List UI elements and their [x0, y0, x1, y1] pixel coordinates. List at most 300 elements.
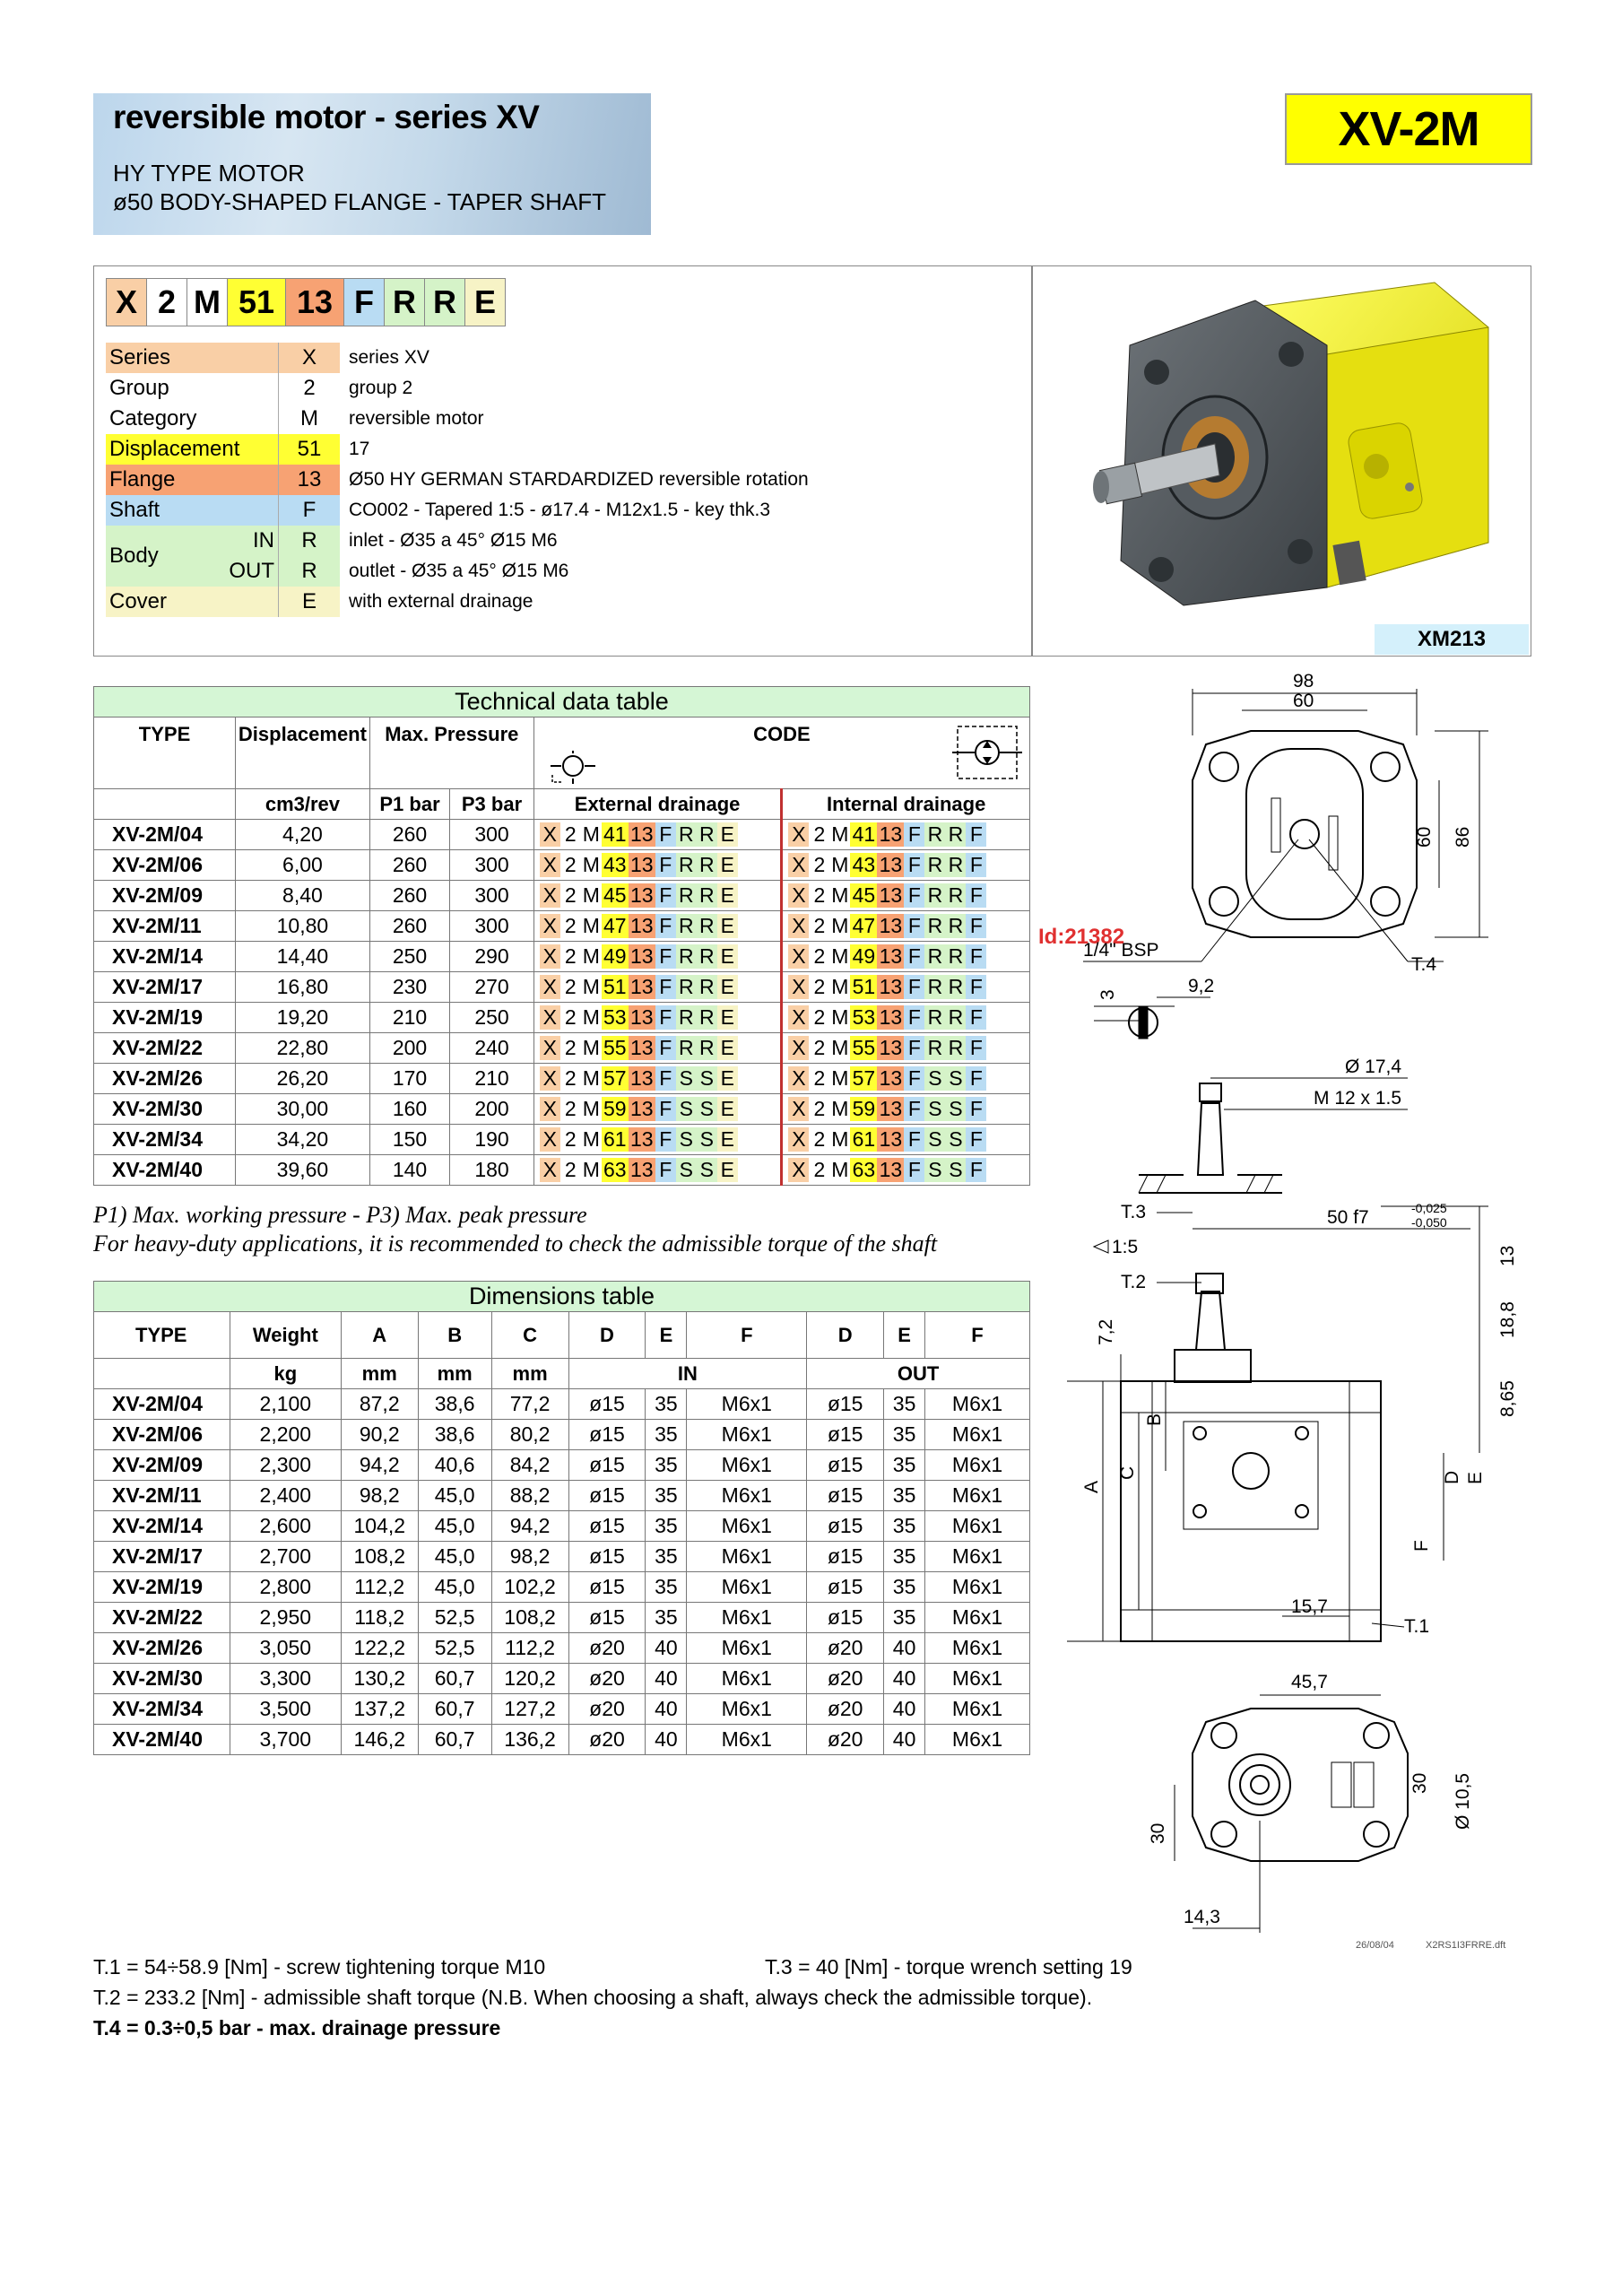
dim-value: ø20	[807, 1725, 884, 1755]
legend-key: Category	[109, 406, 197, 430]
code-char: R	[697, 1036, 717, 1060]
code-char: F	[904, 914, 924, 938]
dim-value: 3,500	[230, 1694, 341, 1725]
code-char: R	[945, 1036, 966, 1060]
code-char: S	[697, 1097, 717, 1121]
tech-table-title: Technical data table	[94, 687, 1030, 718]
dim-value: ø15	[568, 1450, 646, 1481]
tech-p3: 210	[450, 1064, 534, 1094]
code-char: E	[717, 944, 738, 969]
dim-header: B	[418, 1312, 491, 1359]
tech-p1: 170	[369, 1064, 449, 1094]
dim-50-f7: 50 f7	[1327, 1207, 1369, 1228]
code-legend-table	[106, 343, 823, 617]
code-char: R	[676, 1036, 697, 1060]
code-char: M	[831, 822, 849, 846]
code-char: 59	[602, 1097, 629, 1121]
code-char: 51	[850, 975, 877, 999]
legend-value: X	[279, 343, 341, 373]
legend-row	[106, 587, 823, 617]
unit-weight: kg	[230, 1359, 341, 1389]
code-char: F	[966, 853, 986, 877]
code-char: 2	[813, 914, 826, 937]
dim-value: M6x1	[925, 1633, 1030, 1664]
dim-value: 112,2	[491, 1633, 568, 1664]
code-char: X	[788, 1066, 809, 1091]
code-char: 2	[564, 944, 577, 968]
legend-value: 51	[279, 434, 341, 465]
code-char: 63	[850, 1158, 877, 1182]
dim-value: 60,7	[418, 1725, 491, 1755]
code-char: R	[924, 944, 945, 969]
legend-key: Displacement	[106, 434, 279, 465]
dim-value: M6x1	[687, 1603, 807, 1633]
unit-in: IN	[568, 1359, 807, 1389]
dim-value: ø20	[807, 1664, 884, 1694]
code-char: X	[540, 1097, 560, 1121]
code-char: M	[582, 1005, 600, 1029]
code-char: 2	[564, 822, 577, 846]
dim-value: M6x1	[925, 1481, 1030, 1511]
dim-value: 90,2	[341, 1420, 418, 1450]
code-char: F	[966, 914, 986, 938]
tech-p3: 300	[450, 820, 534, 850]
dim-value: M6x1	[687, 1420, 807, 1450]
code-char: 49	[602, 944, 629, 969]
code-char: 41	[850, 822, 877, 847]
legend-row	[106, 343, 823, 373]
code-char: F	[966, 1097, 986, 1121]
tech-p3: 270	[450, 972, 534, 1003]
code-cell: R	[425, 279, 465, 326]
code-char: M	[831, 914, 849, 937]
code-char: F	[904, 1036, 924, 1060]
dim-value: 137,2	[341, 1694, 418, 1725]
code-char: X	[540, 1036, 560, 1060]
dim-value: M6x1	[925, 1420, 1030, 1450]
code-char: F	[655, 914, 676, 938]
code-char: 13	[877, 822, 904, 847]
dim-value: 94,2	[341, 1450, 418, 1481]
tech-displacement: 10,80	[236, 911, 370, 942]
note-pressure: P1) Max. working pressure - P3) Max. peak pressure	[93, 1202, 587, 1228]
code-char: 63	[602, 1158, 629, 1182]
dim-3: 3	[1097, 989, 1118, 1000]
legend-subkey: OUT	[229, 559, 274, 583]
code-cell: X	[107, 279, 147, 326]
dim-value: M6x1	[687, 1664, 807, 1694]
tech-header-displacement: Displacement	[236, 718, 370, 789]
dim-value: 35	[646, 1481, 687, 1511]
dim-value: 35	[646, 1450, 687, 1481]
dim-value: 35	[884, 1420, 925, 1450]
dim-table-title: Dimensions table	[94, 1282, 1030, 1312]
code-char: X	[540, 853, 560, 877]
unit-a: mm	[341, 1359, 418, 1389]
note-heavy-duty: For heavy-duty applications, it is recommended to check the admissible torque of the shaft	[93, 1231, 938, 1257]
code-char: E	[717, 1127, 738, 1152]
dim-value: 35	[884, 1603, 925, 1633]
code-char: X	[788, 1097, 809, 1121]
dim-type: XV-2M/04	[94, 1389, 230, 1420]
code-char: F	[904, 975, 924, 999]
dim-value: M6x1	[687, 1450, 807, 1481]
legend-row	[106, 404, 823, 434]
code-cell: 13	[286, 279, 344, 326]
code-char: 2	[813, 975, 826, 998]
dim-30: 30	[1148, 1822, 1168, 1844]
image-code-label: XM213	[1375, 624, 1529, 655]
code-cell: E	[465, 279, 505, 326]
dim-value: 2,800	[230, 1572, 341, 1603]
dim-diameter-17-4: Ø 17,4	[1345, 1057, 1402, 1077]
code-char: 47	[850, 914, 877, 938]
unit-p1: P1 bar	[369, 789, 449, 820]
code-char: M	[582, 944, 600, 968]
code-char: X	[788, 944, 809, 969]
code-char: 13	[877, 1097, 904, 1121]
header-banner	[93, 93, 651, 235]
code-internal-drainage	[782, 1155, 1030, 1186]
code-external-drainage	[533, 942, 782, 972]
code-cell: 2	[147, 279, 187, 326]
dim-value: 35	[884, 1389, 925, 1420]
tech-p1: 230	[369, 972, 449, 1003]
unit-external-drainage: External drainage	[533, 789, 782, 820]
code-char: F	[655, 883, 676, 908]
tech-displacement: 16,80	[236, 972, 370, 1003]
tech-row	[94, 1155, 1030, 1186]
code-char: 13	[629, 944, 655, 969]
code-cell: R	[385, 279, 425, 326]
code-char: F	[655, 975, 676, 999]
code-external-drainage	[533, 1033, 782, 1064]
dim-value: 45,0	[418, 1481, 491, 1511]
dim-value: 40	[646, 1664, 687, 1694]
motor-product-image	[1058, 274, 1524, 623]
legend-key: Shaft	[106, 495, 279, 526]
dim-type: XV-2M/11	[94, 1481, 230, 1511]
code-char: 13	[877, 883, 904, 908]
code-char: X	[540, 822, 560, 847]
code-external-drainage	[533, 850, 782, 881]
code-char: E	[717, 1036, 738, 1060]
tech-p3: 190	[450, 1125, 534, 1155]
code-external-drainage	[533, 820, 782, 850]
tech-p1: 140	[369, 1155, 449, 1186]
code-char: R	[697, 883, 717, 908]
dim-header: D	[568, 1312, 646, 1359]
code-char: M	[582, 1066, 600, 1090]
code-cell: 51	[228, 279, 286, 326]
label-bsp: 1/4" BSP	[1083, 940, 1159, 961]
tech-p3: 300	[450, 850, 534, 881]
code-char: M	[831, 1127, 849, 1151]
tech-p1: 260	[369, 820, 449, 850]
legend-value: R	[279, 556, 341, 587]
code-char: 2	[564, 1097, 577, 1120]
code-char: F	[655, 853, 676, 877]
code-char: 13	[877, 1005, 904, 1030]
dim-13: 13	[1497, 1245, 1518, 1266]
dim-header: F	[925, 1312, 1030, 1359]
code-char: M	[582, 883, 600, 907]
dim-value: 2,700	[230, 1542, 341, 1572]
dim-value: ø20	[568, 1633, 646, 1664]
dim-value: M6x1	[687, 1389, 807, 1420]
dim-type: XV-2M/19	[94, 1572, 230, 1603]
dim-value: M6x1	[687, 1725, 807, 1755]
legend-value: F	[279, 495, 341, 526]
dim-value: M6x1	[925, 1389, 1030, 1420]
code-char: R	[924, 914, 945, 938]
code-internal-drainage	[782, 1003, 1030, 1033]
code-char: X	[540, 914, 560, 938]
legend-description: 17	[349, 439, 370, 459]
dim-value: 112,2	[341, 1572, 418, 1603]
dim-value: 102,2	[491, 1572, 568, 1603]
code-char: 47	[602, 914, 629, 938]
legend-row	[106, 465, 823, 495]
code-char: S	[945, 1127, 966, 1152]
code-char: X	[788, 1005, 809, 1030]
code-char: 45	[602, 883, 629, 908]
dim-value: 40,6	[418, 1450, 491, 1481]
dim-A: A	[1081, 1480, 1102, 1493]
dim-value: ø15	[807, 1389, 884, 1420]
code-char: F	[966, 1066, 986, 1091]
code-char: R	[924, 853, 945, 877]
dimensions-table	[93, 1281, 1030, 1755]
dim-value: 45,0	[418, 1511, 491, 1542]
code-internal-drainage	[782, 942, 1030, 972]
dim-7-2: 7,2	[1096, 1318, 1116, 1345]
code-char: F	[655, 1127, 676, 1152]
code-char: R	[924, 1005, 945, 1030]
code-char: M	[831, 944, 849, 968]
code-char: M	[582, 1127, 600, 1151]
dim-value: M6x1	[925, 1603, 1030, 1633]
code-char: S	[945, 1066, 966, 1091]
tech-row	[94, 1003, 1030, 1033]
code-char: 13	[877, 975, 904, 999]
code-cell: M	[187, 279, 228, 326]
technical-drawing	[1067, 664, 1533, 1973]
dim-value: M6x1	[687, 1694, 807, 1725]
code-char: M	[582, 1097, 600, 1120]
code-char: X	[540, 1158, 560, 1182]
code-char: R	[945, 914, 966, 938]
dim-value: M6x1	[925, 1450, 1030, 1481]
code-char: S	[924, 1097, 945, 1121]
code-char: F	[966, 1127, 986, 1152]
tech-type: XV-2M/06	[94, 850, 236, 881]
unit-p3: P3 bar	[450, 789, 534, 820]
tech-header-code	[533, 718, 1029, 789]
code-char: E	[717, 883, 738, 908]
dim-header: C	[491, 1312, 568, 1359]
dim-type: XV-2M/06	[94, 1420, 230, 1450]
unit-out: OUT	[807, 1359, 1030, 1389]
dim-value: ø15	[568, 1511, 646, 1542]
drawing-filename: X2RS1I3FRRE.dft	[1426, 1940, 1506, 1951]
tech-p3: 250	[450, 1003, 534, 1033]
dim-value: ø20	[807, 1633, 884, 1664]
tech-p1: 260	[369, 850, 449, 881]
legend-row	[106, 495, 823, 526]
code-char: S	[676, 1066, 697, 1091]
code-char: 13	[877, 853, 904, 877]
code-char: M	[831, 883, 849, 907]
code-char: 2	[813, 1097, 826, 1120]
dim-value: ø15	[807, 1511, 884, 1542]
code-char: X	[540, 1066, 560, 1091]
dim-value: ø20	[568, 1725, 646, 1755]
dim-value: ø15	[807, 1481, 884, 1511]
shaft-detail	[1139, 1057, 1408, 1193]
tech-displacement: 8,40	[236, 881, 370, 911]
dim-value: 127,2	[491, 1694, 568, 1725]
tech-p1: 260	[369, 881, 449, 911]
code-char: M	[582, 822, 600, 846]
code-char: R	[945, 975, 966, 999]
dim-value: 108,2	[341, 1542, 418, 1572]
dim-value: ø15	[568, 1572, 646, 1603]
dim-value: 40	[884, 1633, 925, 1664]
tech-type: XV-2M/30	[94, 1094, 236, 1125]
code-cells	[106, 278, 506, 326]
code-char: X	[788, 822, 809, 847]
dim-value: M6x1	[925, 1664, 1030, 1694]
code-external-drainage	[533, 972, 782, 1003]
tol-lower: -0,050	[1411, 1215, 1447, 1230]
code-char: F	[655, 1005, 676, 1030]
legend-key: Series	[106, 343, 279, 373]
code-char: F	[904, 1158, 924, 1182]
dim-type: XV-2M/26	[94, 1633, 230, 1664]
code-char: F	[966, 822, 986, 847]
code-char: F	[655, 1158, 676, 1182]
code-char: 61	[850, 1127, 877, 1152]
code-external-drainage	[533, 1003, 782, 1033]
dim-value: M6x1	[925, 1572, 1030, 1603]
code-char: 2	[564, 914, 577, 937]
code-char: 13	[877, 1066, 904, 1091]
dim-type: XV-2M/30	[94, 1664, 230, 1694]
dim-row	[94, 1694, 1030, 1725]
tech-p3: 240	[450, 1033, 534, 1064]
dim-value: ø20	[568, 1664, 646, 1694]
code-char: 13	[629, 914, 655, 938]
tech-row	[94, 942, 1030, 972]
unit-internal-drainage: Internal drainage	[782, 789, 1030, 820]
dim-B: B	[1144, 1413, 1165, 1426]
bottom-view	[1148, 1672, 1505, 1951]
tech-displacement: 34,20	[236, 1125, 370, 1155]
code-char: S	[676, 1097, 697, 1121]
code-external-drainage	[533, 1125, 782, 1155]
code-char: 43	[602, 853, 629, 877]
code-char: 57	[850, 1066, 877, 1091]
dim-value: 35	[884, 1511, 925, 1542]
code-char: F	[966, 975, 986, 999]
legend-value: E	[279, 587, 341, 617]
code-char: E	[717, 1097, 738, 1121]
code-char: M	[582, 1158, 600, 1181]
code-char: F	[966, 1158, 986, 1182]
code-char: M	[831, 1036, 849, 1059]
code-char: R	[676, 883, 697, 908]
code-char: R	[945, 883, 966, 908]
dim-C: C	[1117, 1465, 1138, 1480]
dim-value: 45,0	[418, 1572, 491, 1603]
tech-p3: 200	[450, 1094, 534, 1125]
tech-p3: 300	[450, 911, 534, 942]
tech-type: XV-2M/40	[94, 1155, 236, 1186]
code-char: E	[717, 822, 738, 847]
code-char: 13	[629, 822, 655, 847]
code-char: R	[924, 822, 945, 847]
code-internal-drainage	[782, 1033, 1030, 1064]
code-char: S	[697, 1066, 717, 1091]
legend-description: with external drainage	[349, 591, 533, 612]
dim-value: ø20	[807, 1694, 884, 1725]
legend-key: Group	[109, 376, 169, 400]
code-char: 55	[602, 1036, 629, 1060]
code-char: R	[697, 1005, 717, 1030]
code-internal-drainage	[782, 911, 1030, 942]
code-char: 59	[850, 1097, 877, 1121]
side-view	[1067, 1201, 1518, 1641]
code-char: 53	[602, 1005, 629, 1030]
code-char: M	[582, 1036, 600, 1059]
code-char: R	[697, 822, 717, 847]
label-t2: T.2	[1121, 1272, 1147, 1292]
code-char: E	[717, 1005, 738, 1030]
code-char: E	[717, 975, 738, 999]
code-char: F	[904, 1097, 924, 1121]
code-char: 49	[850, 944, 877, 969]
dim-row	[94, 1725, 1030, 1755]
tech-displacement: 39,60	[236, 1155, 370, 1186]
tech-row	[94, 911, 1030, 942]
dim-type: XV-2M/14	[94, 1511, 230, 1542]
dim-value: 130,2	[341, 1664, 418, 1694]
code-external-drainage	[533, 1155, 782, 1186]
tech-p1: 260	[369, 911, 449, 942]
tech-row	[94, 972, 1030, 1003]
code-char: 13	[629, 1158, 655, 1182]
dim-value: 40	[646, 1725, 687, 1755]
code-char: 53	[850, 1005, 877, 1030]
code-char: R	[676, 975, 697, 999]
dim-F: F	[1411, 1540, 1432, 1552]
tech-header-max-pressure: Max. Pressure	[369, 718, 533, 789]
dim-value: 122,2	[341, 1633, 418, 1664]
code-char: 55	[850, 1036, 877, 1060]
code-char: F	[904, 1005, 924, 1030]
code-char: 13	[877, 1158, 904, 1182]
dim-value: 2,400	[230, 1481, 341, 1511]
dim-header: E	[646, 1312, 687, 1359]
tech-type: XV-2M/04	[94, 820, 236, 850]
dim-value: M6x1	[925, 1694, 1030, 1725]
legend-description: CO002 - Tapered 1:5 - ø17.4 - M12x1.5 - key thk.3	[349, 500, 771, 520]
dim-value: ø15	[568, 1481, 646, 1511]
tech-displacement: 30,00	[236, 1094, 370, 1125]
code-char: F	[966, 1005, 986, 1030]
dim-value: ø15	[568, 1542, 646, 1572]
